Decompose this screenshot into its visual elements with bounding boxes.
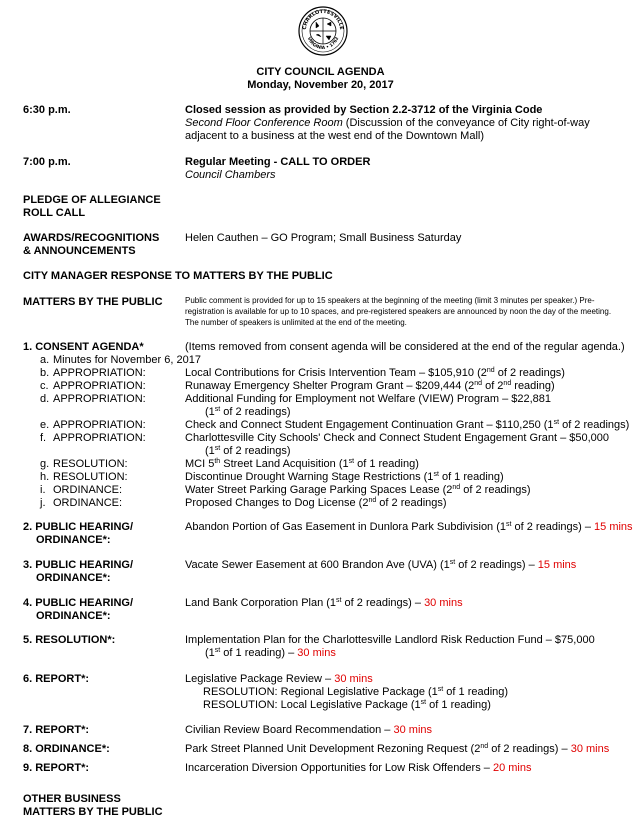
agenda-item-label: 4. PUBLIC HEARING/: [23, 597, 134, 609]
consent-item-reading: (1st of 2 readings): [205, 445, 291, 457]
agenda-item-desc: Incarceration Diversion Opportunities for Low Risk Offenders – 20 mins: [185, 762, 532, 774]
consent-item-type: APPROPRIATION:: [53, 380, 146, 392]
other-business-heading: OTHER BUSINESS: [23, 793, 121, 805]
consent-agenda-note: (Items removed from consent agenda will be considered at the end of the regular agenda.): [185, 341, 625, 353]
consent-item-type: Minutes for November 6, 2017: [53, 354, 201, 366]
agenda-title: CITY COUNCIL AGENDA: [256, 66, 385, 78]
agenda-item-label-cont: ORDINANCE*:: [36, 572, 111, 584]
consent-item-desc: Discontinue Drought Warning Stage Restrictions (1st of 1 reading): [185, 471, 504, 483]
consent-item-letter: c.: [40, 380, 49, 392]
agenda-item-duration: 30 mins: [424, 597, 463, 609]
agenda-item-duration: 20 mins: [492, 762, 532, 774]
consent-item-desc: Additional Funding for Employment not Welfare (VIEW) Program – $22,881: [185, 393, 552, 405]
closed-session-time: 6:30 p.m.: [23, 104, 71, 116]
closed-session-desc1: (Discussion of the conveyance of City right-of-way: [342, 117, 590, 129]
agenda-item-label: 7. REPORT*:: [23, 724, 90, 736]
consent-item-desc: Runaway Emergency Shelter Program Grant – $209,444 (2nd of 2nd reading): [185, 380, 555, 392]
closed-session-desc-line1: [185, 117, 590, 130]
agenda-item-duration: 15 mins: [594, 521, 633, 533]
agenda-item-desc: Park Street Planned Unit Development Rezoning Request (2nd of 2 readings) – 30 mins: [185, 743, 610, 755]
awards-heading-line2: & ANNOUNCEMENTS: [23, 245, 136, 257]
agenda-item-label: 9. REPORT*:: [23, 762, 90, 774]
agenda-item-reading: (1st of 1 reading) – 30 mins: [205, 647, 336, 659]
closed-session-desc2: adjacent to a business at the west end of the Downtown Mall): [185, 130, 485, 142]
svg-text:VIRGINIA • 1762: VIRGINIA • 1762: [305, 36, 341, 52]
consent-item-reading: (1st of 2 readings): [205, 406, 291, 418]
consent-item-letter: h.: [40, 471, 50, 483]
matters-end-heading: MATTERS BY THE PUBLIC: [23, 806, 163, 818]
consent-agenda-heading: 1. CONSENT AGENDA*: [23, 341, 144, 353]
city-seal-logo: [298, 0, 348, 62]
agenda-item-desc: Implementation Plan for the Charlottesville Landlord Risk Reduction Fund – $75,000: [185, 634, 595, 646]
agenda-item-duration: 30 mins: [297, 647, 336, 659]
consent-item-letter: a.: [40, 354, 50, 366]
awards-text: Helen Cauthen – GO Program; Small Business Saturday: [185, 232, 462, 244]
consent-item-letter: i.: [40, 484, 46, 496]
consent-item-type: APPROPRIATION:: [53, 419, 146, 431]
consent-item-desc: Local Contributions for Crisis Intervention Team – $105,910 (2nd of 2 readings): [185, 367, 565, 379]
agenda-item-label: 2. PUBLIC HEARING/: [23, 521, 134, 533]
awards-heading-line1: AWARDS/RECOGNITIONS: [23, 232, 160, 244]
consent-item-desc: Charlottesville City Schools' Check and Connect Student Engagement Grant – $50,000: [185, 432, 610, 444]
regular-meeting-title: Regular Meeting - CALL TO ORDER: [185, 156, 371, 168]
agenda-item-subitem: RESOLUTION: Regional Legislative Package (1st of 1 reading): [203, 686, 509, 698]
consent-item-letter: j.: [40, 497, 46, 509]
consent-item-type: ORDINANCE:: [53, 497, 123, 509]
agenda-item-desc: Abandon Portion of Gas Easement in Dunlora Park Subdivision (1st of 2 readings) – 15 mins: [185, 521, 633, 533]
agenda-item-label-cont: ORDINANCE*:: [36, 534, 111, 546]
regular-meeting-location: Council Chambers: [185, 169, 276, 181]
consent-item-desc: Check and Connect Student Engagement Continuation Grant – $110,250 (1st of 2 readings): [185, 419, 630, 431]
agenda-date: Monday, November 20, 2017: [247, 79, 394, 91]
consent-item-desc: Proposed Changes to Dog License (2nd of 2 readings): [185, 497, 447, 509]
consent-item-type: APPROPRIATION:: [53, 432, 146, 444]
city-manager-heading: CITY MANAGER RESPONSE TO MATTERS BY THE PUBLIC: [23, 270, 333, 282]
consent-item-type: APPROPRIATION:: [53, 393, 146, 405]
pledge-heading: PLEDGE OF ALLEGIANCE: [23, 194, 161, 206]
agenda-item-label: 5. RESOLUTION*:: [23, 634, 116, 646]
agenda-item-label: 6. REPORT*:: [23, 673, 90, 685]
consent-item-type: RESOLUTION:: [53, 458, 128, 470]
svg-text:CHARLOTTESVILLE: CHARLOTTESVILLE: [301, 8, 345, 30]
consent-item-desc: Water Street Parking Garage Parking Spaces Lease (2nd of 2 readings): [185, 484, 531, 496]
agenda-item-desc: Legislative Package Review – 30 mins: [185, 673, 373, 685]
closed-session-title: Closed session as provided by Section 2.2-3712 of the Virginia Code: [185, 104, 543, 116]
closed-session-location: Second Floor Conference Room: [185, 117, 343, 129]
agenda-item-desc: Vacate Sewer Easement at 600 Brandon Ave (UVA) (1st of 2 readings) – 15 mins: [185, 559, 577, 571]
consent-item-letter: d.: [40, 393, 50, 405]
matters-text: Public comment is provided for up to 15 speakers at the beginning of the meeting (limit 3 minutes per speaker.) Pre-registration is available for up to 10 spaces, and pre-registered speakers are announced by noon the day of the meeting. The number of speakers is unlimited at the end of the meeting.: [185, 296, 612, 327]
agenda-item-subitem: RESOLUTION: Local Legislative Package (1st of 1 reading): [203, 699, 491, 711]
roll-call-heading: ROLL CALL: [23, 207, 86, 219]
consent-item-letter: b.: [40, 367, 50, 379]
agenda-item-duration: 30 mins: [393, 724, 433, 736]
agenda-item-label: 8. ORDINANCE*:: [23, 743, 110, 755]
agenda-item-desc: Land Bank Corporation Plan (1st of 2 readings) – 30 mins: [185, 597, 463, 609]
agenda-item-label-cont: ORDINANCE*:: [36, 610, 111, 622]
agenda-item-duration: 15 mins: [537, 559, 577, 571]
matters-heading: MATTERS BY THE PUBLIC: [23, 296, 163, 308]
consent-item-letter: e.: [40, 419, 50, 431]
consent-item-type: RESOLUTION:: [53, 471, 128, 483]
consent-item-letter: g.: [40, 458, 50, 470]
regular-meeting-time: 7:00 p.m.: [23, 156, 71, 168]
consent-item-letter: f.: [40, 432, 47, 444]
agenda-item-desc: Civilian Review Board Recommendation – 30 mins: [185, 724, 433, 736]
agenda-item-duration: 30 mins: [334, 673, 373, 685]
consent-item-desc: MCI 5th Street Land Acquisition (1st of 1 reading): [185, 458, 419, 470]
consent-item-type: ORDINANCE:: [53, 484, 123, 496]
agenda-item-duration: 30 mins: [570, 743, 610, 755]
consent-item-type: APPROPRIATION:: [53, 367, 146, 379]
agenda-item-label: 3. PUBLIC HEARING/: [23, 559, 134, 571]
